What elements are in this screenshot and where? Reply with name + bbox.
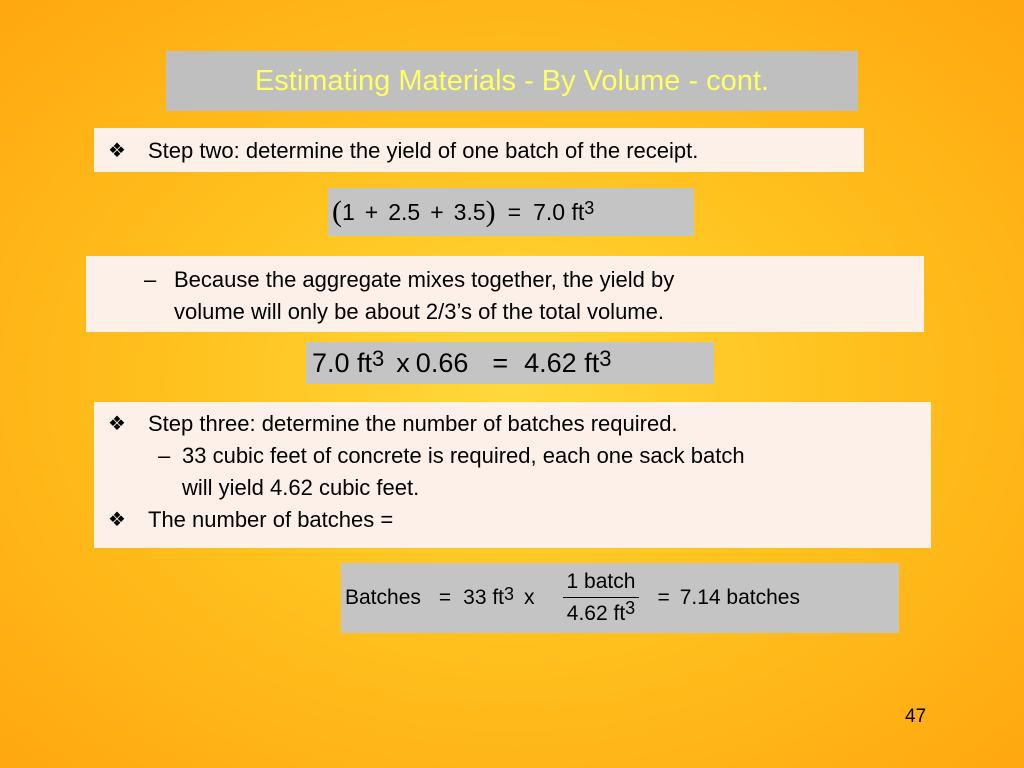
factor-value: 0.66 xyxy=(415,347,469,378)
adjusted-yield-value: 4.62 ft xyxy=(524,347,600,378)
required-volume-exponent: 3 xyxy=(504,583,515,604)
page-number: 47 xyxy=(905,706,927,727)
plus-2: + xyxy=(430,198,444,225)
formula-yield xyxy=(328,188,694,236)
equals-2: = xyxy=(492,347,509,378)
batches-text: The number of batches = xyxy=(148,507,394,532)
fraction-denominator: 4.62 ft xyxy=(566,602,626,625)
equals-3: = xyxy=(438,586,452,609)
term-1: 1 xyxy=(342,198,355,225)
step-two-box xyxy=(94,128,864,172)
term-2: 2.5 xyxy=(388,198,421,225)
times-sign: x xyxy=(524,586,535,609)
diamond-bullet-icon: ❖ xyxy=(108,509,126,531)
yield-exponent: 3 xyxy=(584,197,595,218)
formula-batches xyxy=(341,563,899,633)
plus-1: + xyxy=(364,198,379,225)
close-paren: ) xyxy=(485,195,496,228)
diamond-bullet-icon: ❖ xyxy=(108,140,126,162)
step-three-sub-line-2: will yield 4.62 cubic feet. xyxy=(182,475,420,500)
dash-bullet-icon: – xyxy=(144,267,157,292)
yield-result: 7.0 ft xyxy=(533,198,585,225)
step-three-text: Step three: determine the number of batches required. xyxy=(148,411,678,436)
times-sign: x xyxy=(396,347,410,378)
note-line-1: Because the aggregate mixes together, the yield by xyxy=(174,267,675,292)
equals-1: = xyxy=(507,198,522,225)
title-bar xyxy=(166,51,858,111)
batch-fraction xyxy=(563,570,640,626)
volume-exponent: 3 xyxy=(372,346,385,371)
open-paren: ( xyxy=(332,195,342,228)
formula-adjusted-yield xyxy=(306,342,714,384)
required-volume: 33 ft xyxy=(463,586,505,609)
step-three-box xyxy=(94,402,931,548)
batches-result: 7.14 batches xyxy=(679,586,800,609)
fraction-numerator: 1 batch xyxy=(563,570,640,598)
note-line-2: volume will only be about 2/3’s of the total volume. xyxy=(174,299,664,324)
slide-title: Estimating Materials - By Volume - cont. xyxy=(254,64,770,97)
adjusted-yield-exponent: 3 xyxy=(599,346,612,371)
aggregate-note-box xyxy=(86,256,924,332)
volume-value: 7.0 ft xyxy=(312,347,373,378)
step-two-text: Step two: determine the yield of one batch of the receipt. xyxy=(148,138,699,163)
diamond-bullet-icon: ❖ xyxy=(108,413,126,435)
dash-bullet-icon: – xyxy=(158,443,171,468)
equals-4: = xyxy=(657,586,670,609)
batches-label: Batches xyxy=(345,586,421,609)
step-three-sub-line-1: 33 cubic feet of concrete is required, each one sack batch xyxy=(182,443,745,468)
denominator-exponent: 3 xyxy=(625,598,636,618)
term-3: 3.5 xyxy=(453,198,486,225)
